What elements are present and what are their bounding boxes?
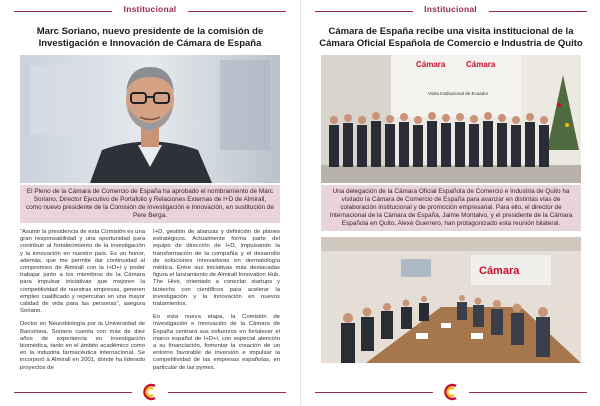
footer-rule-right [469,392,587,393]
article-title: Cámara de España recibe una visita institucional de la Cámara Oficial Española de Comercio e Industria de Quito [319,26,583,49]
text-column-2 [153,229,280,378]
footer-rule-left [14,392,132,393]
wall-brand-text: Cámara [466,60,496,69]
header-rule-right [489,11,587,12]
header-rule-left [14,11,112,12]
photo-caption: El Pleno de la Cámara de Comercio de España ha aprobado el nombramiento de Marc Soriano, Director Ejecutivo de Portafolio y Relaciones Externas de I+D de Almirall, como nuevo presidente de la Comisión de Investigación e Innovación, en sustitución de Pere Berga. [20,185,280,223]
footer-rule-right [168,392,286,393]
paragraph: En esta nueva etapa, la Comisión de Investigación e Innovación de la Cámara de España centrará sus esfuerzos en fortalecer el marco español de I+D+i, con especial atención a su financiación, fomentar la creación de un entorno favorable de inversión e impulsar la competitividad de las empresas españolas, en particular de las pymes. [153,314,280,371]
section-label: Institucional [424,4,477,14]
paragraph: I+D, gestión de alianzas y definición de planes estratégicos. Actualmente forma parte del equipo de dirección de I+D, impulsando la transformación de la compañía y el desarrollo de soluciones innovadoras en dermatología médica. Entre sus iniciativas más destacadas figura el lanzamiento de Almirall Innovation Hub, The Hive, orientado a conectar startups y biotechs con científicos para acelerar la investigación y la innovación en nuevos tratamientos. [153,229,280,308]
header-rule-right [188,11,286,12]
section-header [301,4,600,18]
paragraph: Doctor en Neurobiología por la Universidad de Barcelona, Soriano cuenta con más de diez años de experiencia en investigación biomédica, tanto en el ámbito académico como en la industria farmacéutica internacional. Se incorporó a Almirall en 2001, donde ha liderado proyectos de [20,321,145,371]
section-header [0,4,300,18]
portrait-photo [20,55,280,183]
wall-brand-text: Cámara [479,265,520,277]
camara-logo-icon [142,383,158,401]
wall-sign-text: Visita Institucional de Ecuador [428,91,489,96]
wall-brand-text: Cámara [416,60,446,69]
paragraph: “Asumir la presidencia de esta Comisión es una gran responsabilidad y una oportunidad para contribuir al fortalecimiento de la investigación y la innovación en nuestro país. Es un honor, además, que me permite dar continuidad al compromiso de Almirall con la I+D+i y poder trabajar junto a los miembros de la Cámara para impulsar iniciativas que mejoren la competitividad de nuestras empresas, generen empleo cualificado y repercutan en una mayor calidad de vida para las personas”, asegura Soriano. [20,229,145,315]
text-column-1 [20,229,145,378]
header-rule-left [315,11,413,12]
meeting-photo [321,237,581,363]
delegation-group-photo [321,55,581,183]
footer-rule-left [315,392,433,393]
portrait-illustration [20,55,280,183]
page-footer [0,376,300,406]
camara-logo-icon [443,383,459,401]
article-title: Marc Soriano, nuevo presidente de la comisión de Investigación e Innovación de Cámara de España [36,26,264,49]
photo-caption: Una delegación de la Cámara Oficial Española de Comercio e Industria de Quito ha visitado la Cámara de Comercio de España para avanzar en distintas vías de colaboración institucional y de promoción empresarial. Para ello, el director de Internacional de la Cámara de España, Jaime Montalvo, y el presidente de la Cámara Española en Quito, Alexé Guerrero, han protagonizado esta reunión bilateral. [321,185,581,231]
group-photo-illustration [321,55,581,183]
right-page [300,0,600,406]
meeting-illustration [321,237,581,363]
page-footer [301,376,600,406]
section-label: Institucional [123,4,177,14]
